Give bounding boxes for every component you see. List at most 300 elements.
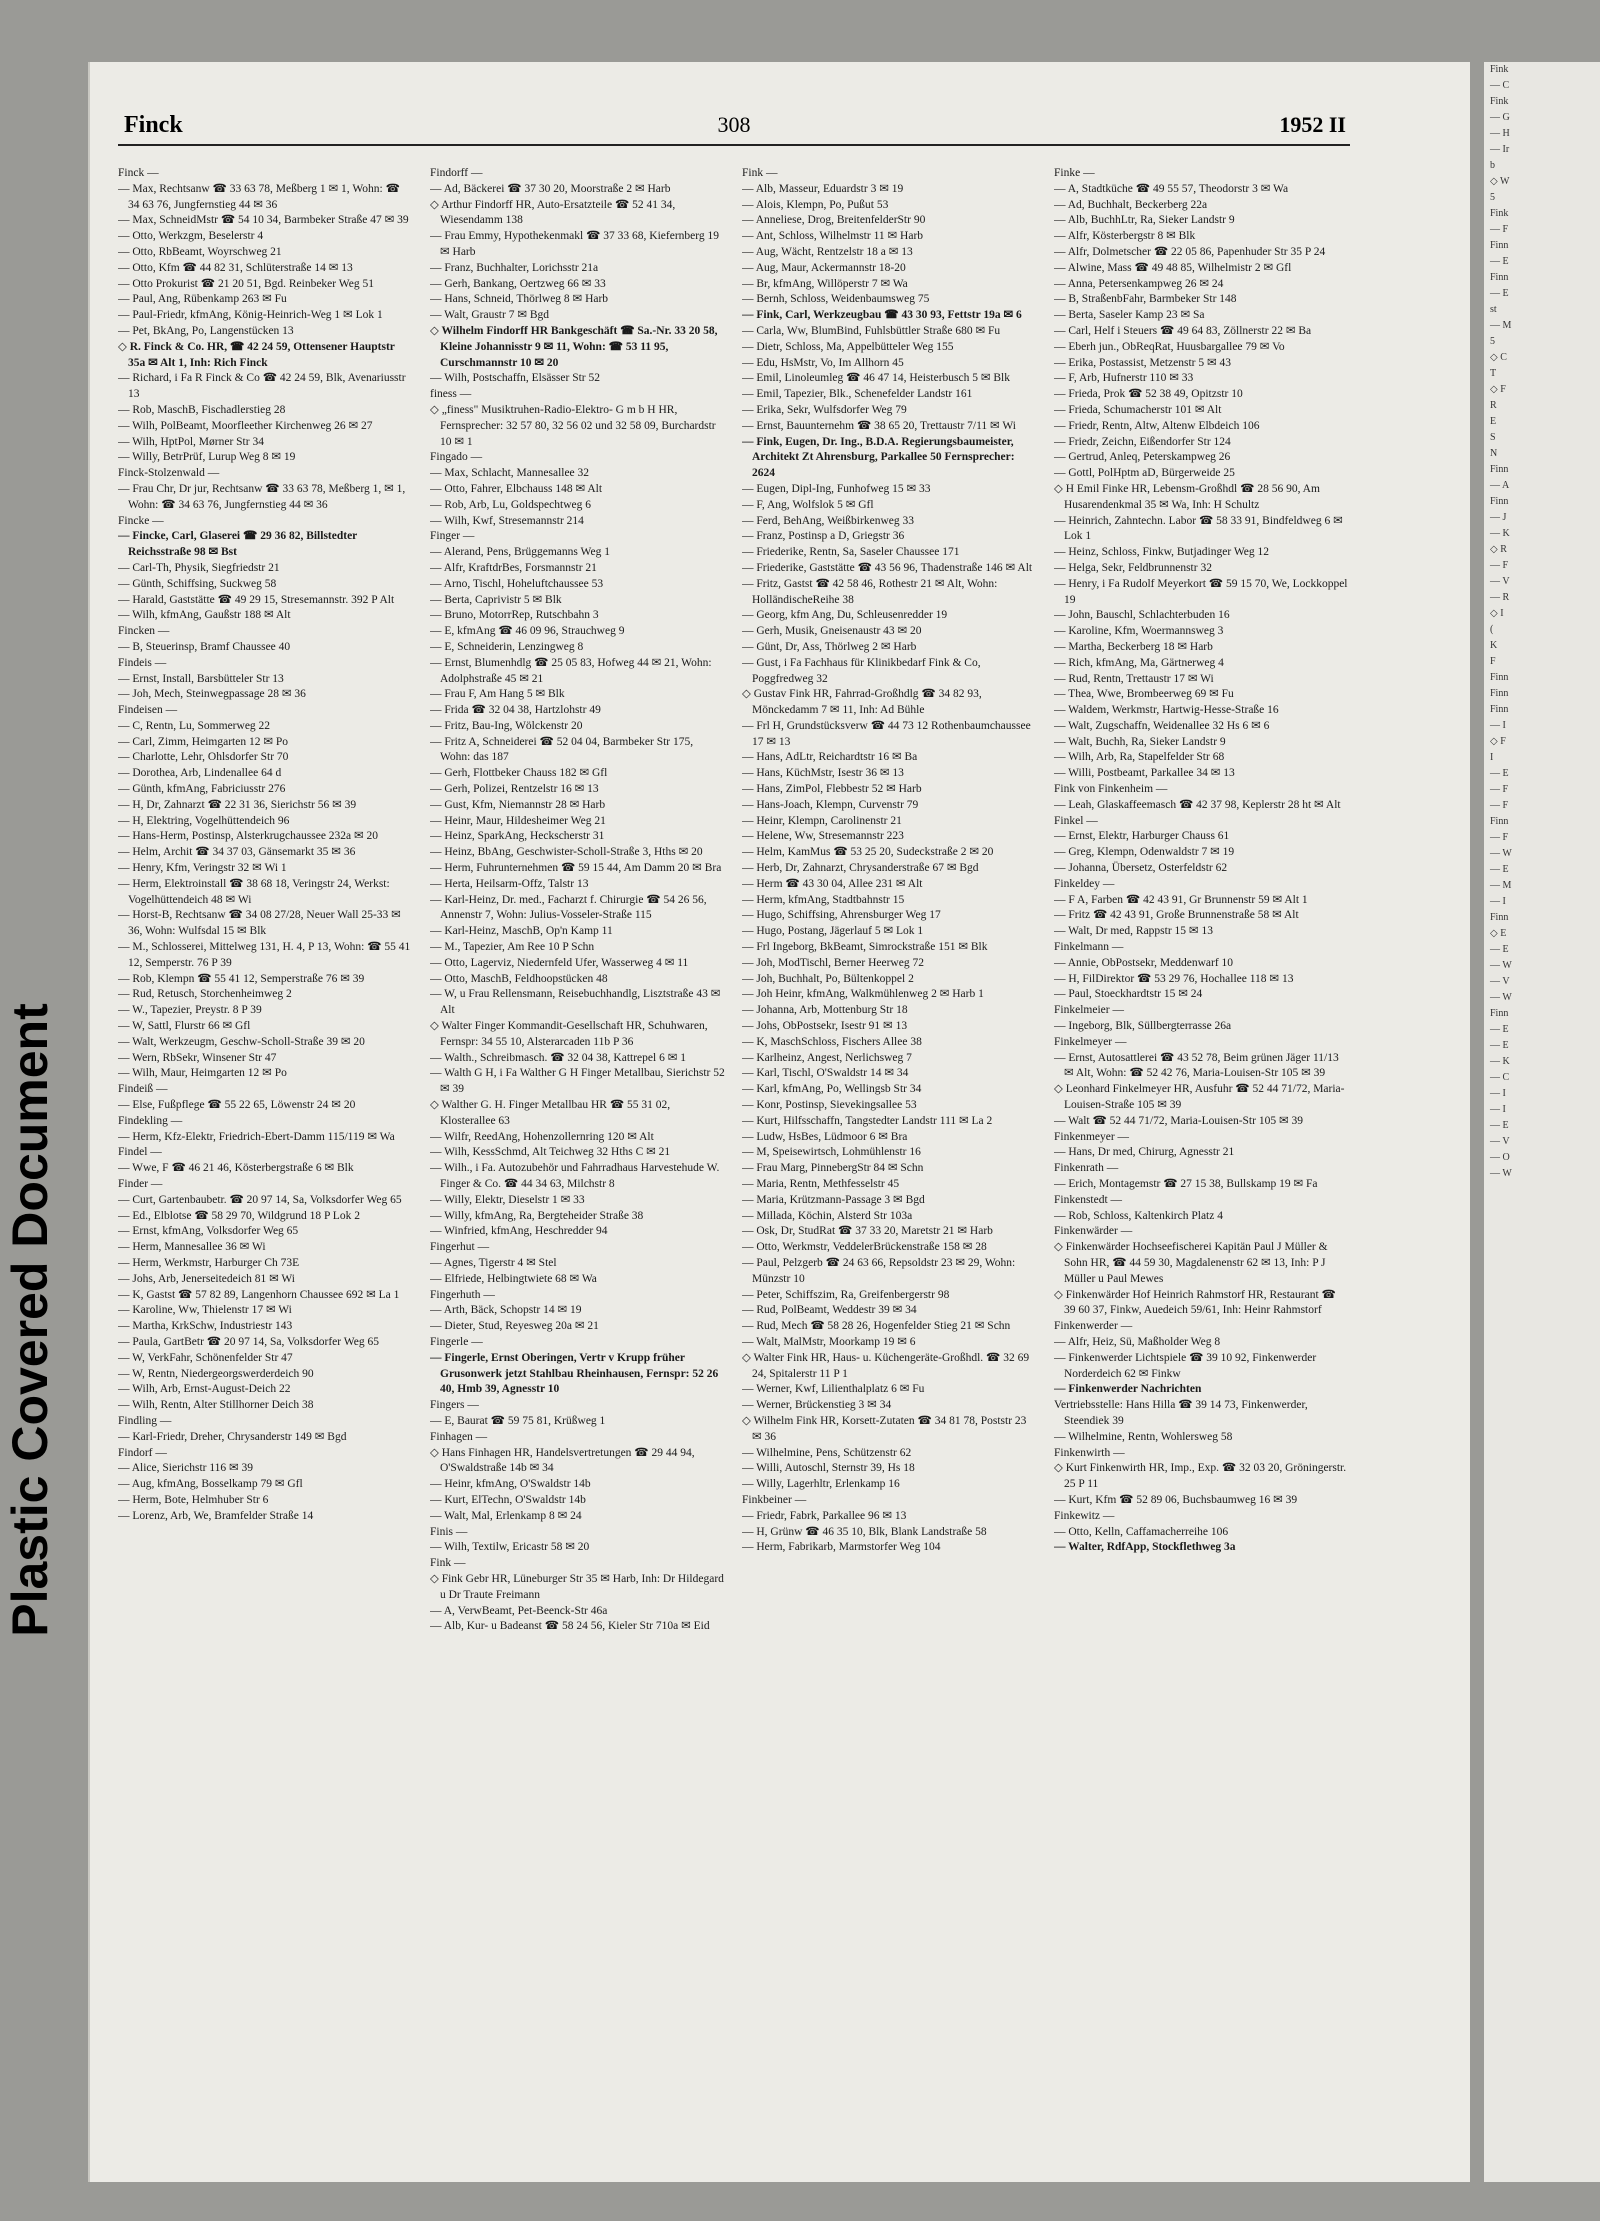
directory-entry: ◇ Fink Gebr HR, Lüneburger Str 35 ✉ Harb, Inh: Dr Hildegard u Dr Traute Freimann [430, 1572, 724, 1601]
surname-heading: Finkel — [1054, 814, 1098, 827]
surname-heading: Findeisen — [118, 704, 178, 717]
directory-entry: — Gust, Kfm, Niemannstr 28 ✉ Harb [430, 798, 606, 811]
directory-entry: — Leah, Glaskaffeemasch ☎ 42 37 98, Keplerstr 28 ht ✉ Alt [1054, 798, 1341, 811]
directory-entry: — Georg, kfm Ang, Du, Schleusenredder 19 [742, 609, 948, 622]
directory-entry: — Herm, Fuhrunternehmen ☎ 59 15 44, Am Damm 20 ✉ Bra [430, 862, 722, 875]
directory-entry: — Hugo, Schiffsing, Ahrensburger Weg 17 [742, 909, 941, 922]
directory-entry: — Rud, Mech ☎ 58 28 26, Hogenfelder Stieg 21 ✉ Schn [742, 1320, 1011, 1333]
directory-entry: — E, kfmAng ☎ 46 09 96, Strauchweg 9 [430, 625, 625, 638]
directory-entry: — Osk, Dr, StudRat ☎ 37 33 20, Maretstr 21 ✉ Harb [742, 1225, 993, 1238]
surname-heading: Findorf — [118, 1446, 167, 1459]
directory-entry: — E, Baurat ☎ 59 75 81, Krüßweg 1 [430, 1414, 606, 1427]
directory-entry: — Helene, Ww, Stresemannstr 223 [742, 830, 904, 843]
surname-heading: Finkeldey — [1054, 877, 1115, 890]
directory-entry: — Ad, Bäckerei ☎ 37 30 20, Moorstraße 2 ✉ Harb [430, 182, 671, 195]
directory-entry: — Johanna, Arb, Mottenburg Str 18 [742, 1004, 908, 1017]
next-page-fragment: ◇ F [1490, 736, 1506, 747]
next-page-fragment: ◇ E [1490, 928, 1507, 939]
directory-entry: ◇ Walter Finger Kommandit-Gesellschaft HR, Schuhwaren, Fernspr: 34 55 10, Alsterarcaden 11b P 36 [430, 1020, 708, 1048]
next-page-fragment: — C [1490, 1072, 1510, 1083]
directory-entry: — Karoline, Ww, Thielenstr 17 ✉ Wi [118, 1304, 292, 1317]
directory-entry: — W, Sattl, Flurstr 66 ✉ Gfl [118, 1020, 251, 1033]
next-page-fragment: — M [1490, 320, 1512, 331]
directory-entry: — H, FilDirektor ☎ 53 29 76, Hochallee 118 ✉ 13 [1054, 972, 1294, 985]
directory-entry: — Joh, Mech, Steinwegpassage 28 ✉ 36 [118, 688, 306, 701]
directory-entry: — Frau F, Am Hang 5 ✉ Blk [430, 688, 565, 701]
directory-entry: — A, Stadtküche ☎ 49 55 57, Theodorstr 3 ✉ Wa [1054, 182, 1289, 195]
next-page-fragment: ◇ W [1490, 176, 1510, 187]
directory-entry: — Wilh, Arb, Ra, Stapelfelder Str 68 [1054, 751, 1225, 764]
directory-entry: — Ed., Elblotse ☎ 58 29 70, Wildgrund 18 P Lok 2 [118, 1209, 360, 1222]
next-page-fragment: ◇ R [1490, 544, 1507, 555]
surname-heading: Finck-Stolzenwald — [118, 467, 220, 480]
directory-entry: — Heinr, Klempn, Carolinenstr 21 [742, 814, 902, 827]
directory-entry: — Edu, HsMstr, Vo, Im Allhorn 45 [742, 356, 904, 369]
directory-entry: — Heinr, Maur, Hildesheimer Weg 21 [430, 814, 606, 827]
directory-entry: — Thea, Wwe, Brombeerweg 69 ✉ Fu [1054, 688, 1234, 701]
directory-entry: — Ernst, Bauunternehm ☎ 38 65 20, Trettaustr 7/11 ✉ Wi [742, 419, 1016, 432]
next-page-fragment: Finn [1490, 272, 1509, 283]
directory-entry: — Johs, ObPostsekr, Isestr 91 ✉ 13 [742, 1020, 908, 1033]
directory-entry: — Friedr, Rentn, Altw, Altenw Elbdeich 106 [1054, 419, 1260, 432]
directory-entry: — Karl, Tischl, O'Swaldstr 14 ✉ 34 [742, 1067, 909, 1080]
surname-heading: Findeis — [118, 656, 167, 669]
surname-heading: finess — [430, 388, 472, 401]
directory-entry: — Otto Prokurist ☎ 21 20 51, Bgd. Reinbeker Weg 51 [118, 277, 374, 290]
directory-entry: — Alerand, Pens, Brüggemanns Weg 1 [430, 546, 610, 559]
directory-entry: — Paul, Pelzgerb ☎ 24 63 66, Repsoldstr 23 ✉ 29, Wohn: Münzstr 10 [742, 1256, 1016, 1285]
directory-entry: — Herm, Mannesallee 36 ✉ Wi [118, 1241, 266, 1254]
directory-entry: — Wilh, Kwf, Stresemannstr 214 [430, 514, 584, 527]
directory-entry: — Herm ☎ 43 30 04, Allee 231 ✉ Alt [742, 877, 923, 890]
next-page-fragment: — F [1490, 800, 1509, 811]
directory-entry: — Herta, Heilsarm-Offz, Talstr 13 [430, 877, 589, 890]
directory-entry: — Paul-Friedr, kfmAng, König-Heinrich-Weg 1 ✉ Lok 1 [118, 309, 383, 322]
surname-heading: Finkenwirth — [1054, 1446, 1125, 1459]
directory-entry: — Ingeborg, Blk, Süllbergterrasse 26a [1054, 1020, 1232, 1033]
directory-entry: ◇ Gustav Fink HR, Fahrrad-Großhdlg ☎ 34 82 93, Mönckedamm 7 ✉ 11, Inh: Ad Bühle [742, 688, 982, 717]
directory-entry: — Wwe, F ☎ 46 21 46, Kösterbergstraße 6 ✉ Blk [118, 1162, 354, 1175]
directory-entry: — Joh, ModTischl, Berner Heerweg 72 [742, 956, 924, 969]
directory-entry: — Frl H, Grundstücksverw ☎ 44 73 12 Rothenbaumchaussee 17 ✉ 13 [742, 719, 1031, 748]
directory-entry: — Hans-Herm, Postinsp, Alsterkrugchaussee 232a ✉ 20 [118, 830, 379, 843]
next-page-fragment: — F [1490, 832, 1509, 843]
directory-entry: — Fritz, Bau-Ing, Wölckenstr 20 [430, 719, 583, 732]
directory-entry: — Arth, Bäck, Schopstr 14 ✉ 19 [430, 1304, 582, 1317]
next-page-fragment: S [1490, 432, 1496, 443]
directory-entry: — Frl Ingeborg, BkBeamt, Simrockstraße 151 ✉ Blk [742, 941, 988, 954]
directory-entry: — Walter, RdfApp, Stockflethweg 3a [1054, 1541, 1236, 1554]
surname-heading: Fink — [742, 167, 778, 179]
next-page-fragment: — E [1490, 256, 1509, 267]
next-page-fragment: — F [1490, 560, 1509, 571]
next-page-fragment: — V [1490, 1136, 1510, 1147]
directory-entry: — Horst-B, Rechtsanw ☎ 34 08 27/28, Neuer Wall 25-33 ✉ 36, Wohn: Wulfsdal 15 ✉ Blk [118, 909, 401, 938]
directory-entry: — Anna, Petersenkampweg 26 ✉ 24 [1054, 277, 1224, 290]
surname-heading: Finkbeiner — [742, 1493, 807, 1506]
header-year: 1952 II [1279, 112, 1346, 137]
directory-entry: — Herm, Kfz-Elektr, Friedrich-Ebert-Damm 115/119 ✉ Wa [118, 1130, 395, 1143]
directory-entry: — Frieda, Schumacherstr 101 ✉ Alt [1054, 403, 1222, 416]
directory-entry: — Karlheinz, Angest, Nerlichsweg 7 [742, 1051, 912, 1064]
directory-entry: — Wilh, Rentn, Alter Stillhorner Deich 38 [118, 1399, 314, 1412]
directory-entry: — Dietr, Schloss, Ma, Appelbütteler Weg 155 [742, 340, 954, 353]
surname-heading: Findekling — [118, 1114, 183, 1127]
directory-entry: — Aug, Wächt, Rentzelstr 18 a ✉ 13 [742, 245, 913, 258]
side-label [0, 940, 60, 1700]
directory-entry: — Otto, Kelln, Caffamacherreihe 106 [1054, 1525, 1229, 1538]
next-page-fragment: — Ir [1490, 144, 1510, 155]
next-page-fragment: — I [1490, 1104, 1506, 1115]
directory-entry: — Wilh, Postschaffn, Elsässer Str 52 [430, 372, 601, 385]
directory-entry: — Wern, RbSekr, Winsener Str 47 [118, 1051, 277, 1064]
directory-entry: — Ernst, kfmAng, Volksdorfer Weg 65 [118, 1225, 299, 1238]
directory-entry: — Wilh, kfmAng, Gaußstr 188 ✉ Alt [118, 609, 291, 622]
next-page-fragment: 5 [1490, 192, 1495, 203]
directory-entry: — Walt, Zugschaffn, Weidenallee 32 Hs 6 ✉ 6 [1054, 719, 1270, 732]
surname-heading: Finkenmeyer — [1054, 1130, 1130, 1143]
next-page-fragment: — K [1490, 528, 1510, 539]
side-label-text: Plastic Covered Document [2, 1003, 58, 1637]
directory-entry: — Emil, Linoleumleg ☎ 46 47 14, Heisterbusch 5 ✉ Blk [742, 372, 1010, 385]
directory-entry: ◇ Leonhard Finkelmeyer HR, Ausfuhr ☎ 52 44 71/72, Maria-Louisen-Straße 105 ✉ 39 [1054, 1083, 1345, 1112]
next-page-fragment: T [1490, 368, 1497, 379]
next-page-edge [1484, 62, 1600, 2182]
directory-entry: — Herm, Bote, Helmhuber Str 6 [118, 1493, 269, 1506]
surname-heading: Finkelmeyer — [1054, 1035, 1127, 1048]
next-page-fragment: — I [1490, 896, 1506, 907]
directory-entry: — Helm, KamMus ☎ 53 25 20, Sudeckstraße 2 ✉ 20 [742, 846, 994, 859]
directory-column-4 [1054, 166, 1350, 2166]
directory-entry: — Friederike, Gaststätte ☎ 43 56 96, Thadenstraße 146 ✉ Alt [742, 561, 1033, 574]
directory-entry: ◇ R. Finck & Co. HR, ☎ 42 24 59, Ottensener Hauptstr 35a ✉ Alt 1, Inh: Rich Finck [118, 340, 395, 369]
directory-entry: — Karl-Heinz, Dr. med., Facharzt f. Chirurgie ☎ 54 26 56, Annenstr 7, Wohn: Julius-Vosseler-Straße 115 [430, 893, 707, 922]
directory-entry: — Erich, Montagemstr ☎ 27 15 38, Bullskamp 19 ✉ Fa [1054, 1178, 1318, 1190]
directory-entry: — Kurt, Hilfsschaffn, Tangstedter Landstr 111 ✉ La 2 [742, 1114, 993, 1127]
directory-entry: — Maria, Krützmann-Passage 3 ✉ Bgd [742, 1193, 925, 1206]
directory-entry: — Herb, Dr, Zahnarzt, Chrysanderstraße 67 ✉ Bgd [742, 862, 979, 875]
directory-entry: — Ernst, Elektr, Harburger Chauss 61 [1054, 830, 1230, 843]
directory-entry: — Konr, Postinsp, Sievekingsallee 53 [742, 1099, 917, 1112]
next-page-fragment: — E [1490, 1024, 1509, 1035]
surname-heading: Finkelmeier — [1054, 1004, 1124, 1017]
directory-entry: — Heinrich, Zahntechn. Labor ☎ 58 33 91, Bindfeldweg 6 ✉ Lok 1 [1054, 514, 1343, 543]
directory-entry: — Hans, Schneid, Thörlweg 8 ✉ Harb [430, 293, 609, 306]
directory-entry: ◇ Walter Fink HR, Haus- u. Küchengeräte-Großhdl. ☎ 32 69 24, Spitalerstr 11 P 1 [742, 1351, 1030, 1380]
directory-entry: — Frau Chr, Dr jur, Rechtsanw ☎ 33 63 78, Meßberg 1, ✉ 1, Wohn: ☎ 34 63 76, Jungfernstieg 44 ✉ 36 [118, 482, 406, 511]
next-page-fragment: Finn [1490, 704, 1509, 715]
surname-heading: Finder — [118, 1178, 163, 1190]
directory-entry: — Rud, Rentn, Trettaustr 17 ✉ Wi [1054, 672, 1214, 685]
directory-entry: — Br, kfmAng, Willöperstr 7 ✉ Wa [742, 277, 908, 290]
next-page-fragment: Finn [1490, 912, 1509, 923]
directory-entry: — Lorenz, Arb, We, Bramfelder Straße 14 [118, 1509, 314, 1522]
next-page-fragment: — O [1490, 1152, 1510, 1163]
directory-entry: — Millada, Köchin, Alsterd Str 103a [742, 1209, 913, 1222]
surname-heading: Fink von Finkenheim — [1054, 783, 1168, 796]
directory-entry: — Frau Marg, PinnebergStr 84 ✉ Schn [742, 1162, 924, 1175]
surname-heading: Finkelmann — [1054, 941, 1124, 954]
directory-entry: — Charlotte, Lehr, Ohlsdorfer Str 70 [118, 751, 289, 764]
directory-entry: — F A, Farben ☎ 42 43 91, Gr Brunnenstr 59 ✉ Alt 1 [1054, 893, 1308, 906]
directory-entry: — Friedr, Zeichn, Eißendorfer Str 124 [1054, 435, 1231, 448]
directory-entry: — Wilh, Maur, Heimgarten 12 ✉ Po [118, 1067, 287, 1080]
directory-entry: — Otto, Werkzgm, Beselerstr 4 [118, 230, 264, 243]
directory-entry: — A, VerwBeamt, Pet-Beenck-Str 46a [430, 1604, 608, 1617]
surname-heading: Findel — [118, 1146, 162, 1159]
directory-entry: — Fritz, Gastst ☎ 42 58 46, Rothestr 21 ✉ Alt, Wohn: HolländischeReihe 38 [742, 577, 998, 606]
directory-entry: — Anneliese, Drog, BreitenfelderStr 90 [742, 214, 926, 227]
directory-entry: — Günt, Dr, Ass, Thörlweg 2 ✉ Harb [742, 640, 917, 653]
directory-entry: — Elfriede, Helbingtwiete 68 ✉ Wa [430, 1272, 597, 1285]
directory-entry: — Ernst, Autosattlerei ☎ 43 52 78, Beim grünen Jäger 11/13 ✉ Alt, Wohn: ☎ 52 42 76, Maria-Louisen-Str 105 ✉ 39 [1054, 1051, 1339, 1080]
directory-entry: — H, Dr, Zahnarzt ☎ 22 31 36, Sierichstr 56 ✉ 39 [118, 798, 357, 811]
directory-entry: — Gerh, Musik, Gneisenaustr 43 ✉ 20 [742, 625, 922, 638]
surname-heading: Findling — [118, 1414, 172, 1427]
directory-entry: — Wilh, Arb, Ernst-August-Deich 22 [118, 1383, 291, 1396]
directory-entry: — Wilh, HptPol, Mørner Str 34 [118, 435, 264, 448]
directory-entry: ◇ „finess" Musiktruhen-Radio-Elektro- G m b H HR, Fernsprecher: 32 57 80, 32 56 02 und 32 58 09, Burchardstr 10 ✉ 1 [430, 403, 716, 448]
directory-entry: — Herm, kfmAng, Stadtbahnstr 15 [742, 893, 905, 906]
directory-entry: — Paul, Ang, Rübenkamp 263 ✉ Fu [118, 293, 287, 306]
directory-entry: — Berta, Caprivistr 5 ✉ Blk [430, 593, 562, 606]
directory-entry: — Henry, i Fa Rudolf Meyerkort ☎ 59 15 70, We, Lockkoppel 19 [1054, 577, 1348, 606]
directory-entry: — Bruno, MotorrRep, Rutschbahn 3 [430, 609, 599, 622]
surname-heading: Finhagen — [430, 1430, 488, 1443]
directory-entry: — Heinz, SparkAng, Heckscherstr 31 [430, 830, 605, 843]
directory-entry: — Fink, Carl, Werkzeugbau ☎ 43 30 93, Fettstr 19a ✉ 6 [742, 309, 1022, 322]
directory-entry: — Alwine, Mass ☎ 49 48 85, Wilhelmistr 2 ✉ Gfl [1054, 261, 1292, 274]
directory-entry: — Carl, Zimm, Heimgarten 12 ✉ Po [118, 735, 288, 748]
directory-entry: — Karl-Heinz, MaschB, Op'n Kamp 11 [430, 925, 613, 938]
directory-entry: — Max, SchneidMstr ☎ 54 10 34, Barmbeker Straße 47 ✉ 39 [118, 214, 409, 227]
directory-entry: — Berta, Saseler Kamp 23 ✉ Sa [1054, 309, 1205, 322]
directory-entry: — Karl, kfmAng, Po, Wellingsb Str 34 [742, 1083, 922, 1096]
directory-entry: — Frau Emmy, Hypothekenmakl ☎ 37 33 68, Kiefernberg 19 ✉ Harb [430, 230, 719, 258]
directory-entry: — Herm, Elektroinstall ☎ 38 68 18, Veringstr 24, Werkst: Vogelhüttendeich 48 ✉ Wi [118, 877, 390, 906]
next-page-fragment: Fink [1490, 64, 1509, 75]
directory-entry: — Gottl, PolHptm aD, Bürgerweide 25 [1054, 467, 1235, 480]
next-page-fragment: Finn [1490, 240, 1509, 251]
next-page-fragment: ◇ C [1490, 352, 1507, 363]
directory-entry: — Gust, i Fa Fachhaus für Klinikbedarf Fink & Co, Poggfredweg 32 [742, 656, 981, 685]
directory-entry: — Hans, AdLtr, Reichardtstr 16 ✉ Ba [742, 751, 918, 764]
next-page-fragment: — V [1490, 976, 1510, 987]
directory-entry: — W, Rentn, Niedergeorgswerderdeich 90 [118, 1367, 314, 1380]
directory-entry: — Curt, Gartenbaubetr. ☎ 20 97 14, Sa, Volksdorfer Weg 65 [118, 1193, 402, 1206]
directory-entry: — Finkenwerder Nachrichten [1054, 1383, 1202, 1396]
directory-entry: — Hans, Dr med, Chirurg, Agnesstr 21 [1054, 1146, 1235, 1159]
surname-heading: Fink — [430, 1557, 466, 1570]
directory-entry: — Arno, Tischl, Hoheluftchaussee 53 [430, 577, 604, 590]
next-page-fragment: — W [1490, 960, 1512, 971]
surname-heading: Fingerle — [430, 1335, 483, 1348]
directory-entry: — Gerh, Bankang, Oertzweg 66 ✉ 33 [430, 277, 606, 290]
directory-entry: Vertriebsstelle: Hans Hilla ☎ 39 14 73, Finkenwerder, Steendiek 39 [1054, 1399, 1308, 1427]
directory-entry: — Carla, Ww, BlumBind, Fuhlsbüttler Straße 680 ✉ Fu [742, 324, 1001, 337]
next-page-fragment: st [1490, 304, 1497, 315]
surname-heading: Fingerhut — [430, 1241, 490, 1254]
directory-entry: — Alb, Masseur, Eduardstr 3 ✉ 19 [742, 182, 904, 195]
directory-entry: ◇ Wilhelm Fink HR, Korsett-Zutaten ☎ 34 81 78, Poststr 23 ✉ 36 [742, 1414, 1027, 1443]
next-page-fragment: — I [1490, 720, 1506, 731]
next-page-fragment: I [1490, 752, 1494, 763]
next-page-fragment: ◇ F [1490, 384, 1506, 395]
directory-entry: — Ferd, BehAng, Weißbirkenweg 33 [742, 514, 914, 527]
directory-entry: — Else, Fußpflege ☎ 55 22 65, Löwenstr 24 ✉ 20 [118, 1099, 356, 1112]
directory-entry: — Wilh, KessSchmd, Alt Teichweg 32 Hths C ✉ 21 [430, 1146, 671, 1159]
directory-entry: — K, Gastst ☎ 57 82 89, Langenhorn Chaussee 692 ✉ La 1 [118, 1288, 400, 1301]
next-page-fragment: — E [1490, 1040, 1509, 1051]
directory-entry: — Walt, Werkzeugm, Geschw-Scholl-Straße 39 ✉ 20 [118, 1035, 365, 1048]
directory-entry: — Martha, KrkSchw, Industriestr 143 [118, 1320, 293, 1333]
directory-entry: — Walt, Dr med, Rappstr 15 ✉ 13 [1054, 925, 1213, 938]
directory-entry: — Annie, ObPostsekr, Meddenwarf 10 [1054, 956, 1234, 969]
directory-entry: — Helm, Archit ☎ 34 37 03, Gänsemarkt 35 ✉ 36 [118, 846, 356, 859]
next-page-fragment: — H [1490, 128, 1510, 139]
directory-entry: — Hans, ZimPol, Flebbestr 52 ✉ Harb [742, 783, 922, 796]
directory-entry: — M., Schlosserei, Mittelweg 131, H. 4, P 13, Wohn: ☎ 55 41 12, Semperstr. 76 P 39 [118, 941, 411, 969]
directory-entry: — Wilfr, ReedAng, Hohenzollernring 120 ✉ Alt [430, 1130, 654, 1143]
directory-entry: — Ernst, Install, Barsbütteler Str 13 [118, 672, 284, 685]
next-page-fragment: Finn [1490, 816, 1509, 827]
directory-entry: — H, Grünw ☎ 46 35 10, Blk, Blank Landstraße 58 [742, 1525, 987, 1538]
directory-entry: — Gerh, Flottbeker Chauss 182 ✉ Gfl [430, 767, 608, 780]
directory-entry: ◇ Wilhelm Findorff HR Bankgeschäft ☎ Sa.-Nr. 33 20 58, Kleine Johannisstr 9 ✉ 11, Wohn: ☎ 53 11 95, Curschmannstr 10 ✉ 20 [430, 324, 718, 369]
directory-entry: — Dorothea, Arb, Lindenallee 64 d [118, 767, 282, 780]
directory-entry: — Eberh jun., ObReqRat, Huusbargallee 79 ✉ Vo [1054, 340, 1285, 353]
directory-column-3 [742, 166, 1038, 2166]
directory-entry: — Wilhelmine, Pens, Schützenstr 62 [742, 1446, 912, 1459]
directory-entry: — Alois, Klempn, Po, Pußut 53 [742, 198, 889, 211]
directory-entry: — M., Tapezier, Am Ree 10 P Schn [430, 941, 595, 954]
directory-column-2 [430, 166, 726, 2166]
directory-entry: — Ludw, HsBes, Lüdmoor 6 ✉ Bra [742, 1130, 908, 1143]
next-page-fragment: — R [1490, 592, 1510, 603]
directory-entry: — Max, Schlacht, Mannesallee 32 [430, 467, 590, 480]
next-page-fragment: — E [1490, 864, 1509, 875]
surname-heading: Finis — [430, 1525, 468, 1538]
surname-heading: Fingers — [430, 1399, 479, 1412]
directory-entry: — Friedr, Fabrk, Parkallee 96 ✉ 13 [742, 1509, 907, 1522]
directory-entry: — Herm, Werkmstr, Harburger Ch 73E [118, 1256, 300, 1269]
directory-entry: — Hugo, Postang, Jägerlauf 5 ✉ Lok 1 [742, 925, 924, 938]
header-surname: Finck [124, 112, 183, 138]
directory-entry: — Henry, Kfm, Veringstr 32 ✉ Wi 1 [118, 862, 287, 875]
directory-entry: — Carl-Th, Physik, Siegfriedstr 21 [118, 561, 280, 574]
directory-entry: — Alfr, KraftdrBes, Forsmannstr 21 [430, 561, 597, 574]
directory-entry: — Aug, kfmAng, Bosselkamp 79 ✉ Gfl [118, 1478, 303, 1491]
directory-entry: — Alice, Sierichstr 116 ✉ 39 [118, 1462, 254, 1475]
directory-columns [118, 166, 1350, 2166]
surname-heading: Finkewitz — [1054, 1509, 1115, 1522]
directory-entry: — Maria, Rentn, Methfesselstr 45 [742, 1178, 900, 1190]
directory-entry: — Willi, Autoschl, Sternstr 39, Hs 18 [742, 1462, 915, 1475]
directory-entry: — H, Elektring, Vogelhüttendeich 96 [118, 814, 290, 827]
next-page-fragment: — J [1490, 512, 1507, 523]
directory-entry: — Rob, Arb, Lu, Goldspechtweg 6 [430, 498, 591, 511]
directory-entry: — E, Schneiderin, Lenzingweg 8 [430, 640, 584, 653]
directory-entry: — Willy, Lagerhltr, Erlenkamp 16 [742, 1478, 900, 1491]
surname-heading: Finkenwärder — [1054, 1225, 1133, 1238]
directory-entry: — Frida ☎ 32 04 38, Hartzlohstr 49 [430, 704, 601, 717]
directory-entry: — Franz, Buchhalter, Lorichsstr 21a [430, 261, 599, 274]
directory-column-1 [118, 166, 414, 2166]
directory-entry: — Willy, Elektr, Dieselstr 1 ✉ 33 [430, 1193, 585, 1206]
directory-entry: — Frieda, Prok ☎ 52 38 49, Opitzstr 10 [1054, 388, 1243, 401]
next-page-fragment: — A [1490, 480, 1510, 491]
directory-entry: — Fink, Eugen, Dr. Ing., B.D.A. Regierungsbaumeister, Architekt Zt Ahrensburg, Parkallee 50 Fernsprecher: 2624 [742, 435, 1015, 480]
surname-heading: Finger — [430, 530, 475, 543]
directory-entry: — John, Bauschl, Schlachterbuden 16 [1054, 609, 1230, 622]
directory-entry: — B, StraßenbFahr, Barmbeker Str 148 [1054, 293, 1237, 306]
next-page-fragment: Finn [1490, 464, 1509, 475]
directory-entry: — Finkenwerder Lichtspiele ☎ 39 10 92, Finkenwerder Norderdeich 62 ✉ Finkw [1054, 1351, 1317, 1380]
surname-heading: Findeiß — [118, 1083, 168, 1096]
directory-entry: — Gertrud, Anleq, Peterskampweg 26 [1054, 451, 1231, 464]
directory-entry: — Fritz A, Schneiderei ☎ 52 04 04, Barmbeker Str 175, Wohn: das 187 [430, 735, 694, 764]
next-page-fragment: — V [1490, 576, 1510, 587]
surname-heading: Fingado — [430, 451, 483, 464]
directory-entry: — Agnes, Tigerstr 4 ✉ Stel [430, 1256, 557, 1269]
directory-entry: ◇ H Emil Finke HR, Lebensm-Großhdl ☎ 28 56 90, Am Husarendenkmal 35 ✉ Wa, Inh: H Schultz [1054, 482, 1320, 511]
directory-entry: — Günth, Schiffsing, Suckweg 58 [118, 577, 277, 590]
directory-entry: — Erika, Postassist, Metzenstr 5 ✉ 43 [1054, 356, 1232, 369]
directory-entry: — Harald, Gaststätte ☎ 49 29 15, Stresemannstr. 392 P Alt [118, 593, 395, 606]
surname-heading: Fingerhuth — [430, 1288, 495, 1301]
directory-entry: — Rob, MaschB, Fischadlerstieg 28 [118, 403, 286, 416]
directory-entry: — Alfr, Dolmetscher ☎ 22 05 86, Papenhuder Str 35 P 24 [1054, 245, 1326, 258]
next-page-fragment: Finn [1490, 1008, 1509, 1019]
directory-entry: — Joh Heinr, kfmAng, Walkmühlenweg 2 ✉ Harb 1 [742, 988, 984, 1001]
directory-entry: — Heinz, BbAng, Geschwister-Scholl-Straße 3, Hths ✉ 20 [430, 846, 703, 859]
page-number: 308 [717, 112, 751, 137]
directory-entry: ◇ Arthur Findorff HR, Auto-Ersatzteile ☎ 52 41 34, Wiesendamm 138 [430, 198, 676, 227]
directory-entry: — Alb, Kur- u Badeanst ☎ 58 24 56, Kieler Str 710a ✉ Eid [430, 1620, 710, 1633]
directory-entry: — Otto, Kfm ☎ 44 82 31, Schlüterstraße 14 ✉ 13 [118, 261, 353, 274]
next-page-fragment: E [1490, 416, 1497, 427]
next-page-fragment: — W [1490, 1168, 1512, 1179]
directory-entry: — Fingerle, Ernst Oberingen, Vertr v Krupp früher Grusonwerk jetzt Stahlbau Rheinhausen, Fernspr: 52 26 40, Hmb 39, Agnesstr 10 [430, 1351, 719, 1396]
directory-entry: — Johs, Arb, Jenerseitedeich 81 ✉ Wi [118, 1272, 295, 1285]
directory-entry: ◇ Finkenwärder Hof Heinrich Rahmstorf HR, Restaurant ☎ 39 60 37, Finkw, Auedeich 59/61, Inh: Heinr Rahmstorf [1054, 1288, 1336, 1317]
next-page-fragment: ( [1490, 624, 1494, 635]
directory-entry: — F, Ang, Wolfslok 5 ✉ Gfl [742, 498, 874, 511]
directory-entry: — Fritz ☎ 42 43 91, Große Brunnenstraße 58 ✉ Alt [1054, 909, 1299, 922]
surname-heading: Finke — [1054, 167, 1095, 179]
next-page-fragment: — K [1490, 1056, 1510, 1067]
directory-entry: — Friederike, Rentn, Sa, Saseler Chaussee 171 [742, 546, 960, 559]
directory-entry: — Aug, Maur, Ackermannstr 18-20 [742, 261, 906, 274]
directory-entry: — Otto, Fahrer, Elbchauss 148 ✉ Alt [430, 482, 603, 495]
directory-entry: — Paula, GartBetr ☎ 20 97 14, Sa, Volksdorfer Weg 65 [118, 1335, 379, 1348]
directory-entry: — Emil, Tapezier, Blk., Schenefelder Landstr 161 [742, 388, 973, 401]
directory-entry: — Winfried, kfmAng, Heschredder 94 [430, 1225, 608, 1238]
surname-heading: Finkenwerder — [1054, 1320, 1133, 1333]
directory-entry: — Otto, Werkmstr, VeddelerBrückenstraße 158 ✉ 28 [742, 1241, 987, 1254]
next-page-fragment: — F [1490, 784, 1509, 795]
directory-entry: — Alb, BuchhLtr, Ra, Sieker Landstr 9 [1054, 214, 1235, 227]
directory-entry: — F, Arb, Hufnerstr 110 ✉ 33 [1054, 372, 1194, 385]
directory-entry: — M, Speisewirtsch, Lohmühlenstr 16 [742, 1146, 921, 1159]
directory-entry: — Walt, Mal, Erlenkamp 8 ✉ 24 [430, 1509, 582, 1522]
next-page-fragment: F [1490, 656, 1496, 667]
directory-entry: — Carl, Helf i Steuers ☎ 49 64 83, Zöllnerstr 22 ✉ Ba [1054, 324, 1312, 337]
next-page-fragment: — I [1490, 1088, 1506, 1099]
directory-entry: ◇ Walther G. H. Finger Metallbau HR ☎ 55 31 02, Klosterallee 63 [430, 1099, 671, 1127]
directory-entry: — Ernst, Blumenhdlg ☎ 25 05 83, Hofweg 44 ✉ 21, Wohn: Adolphstraße 45 ✉ 21 [430, 656, 712, 685]
directory-entry: — Heinz, Schloss, Finkw, Butjadinger Weg 12 [1054, 546, 1270, 559]
